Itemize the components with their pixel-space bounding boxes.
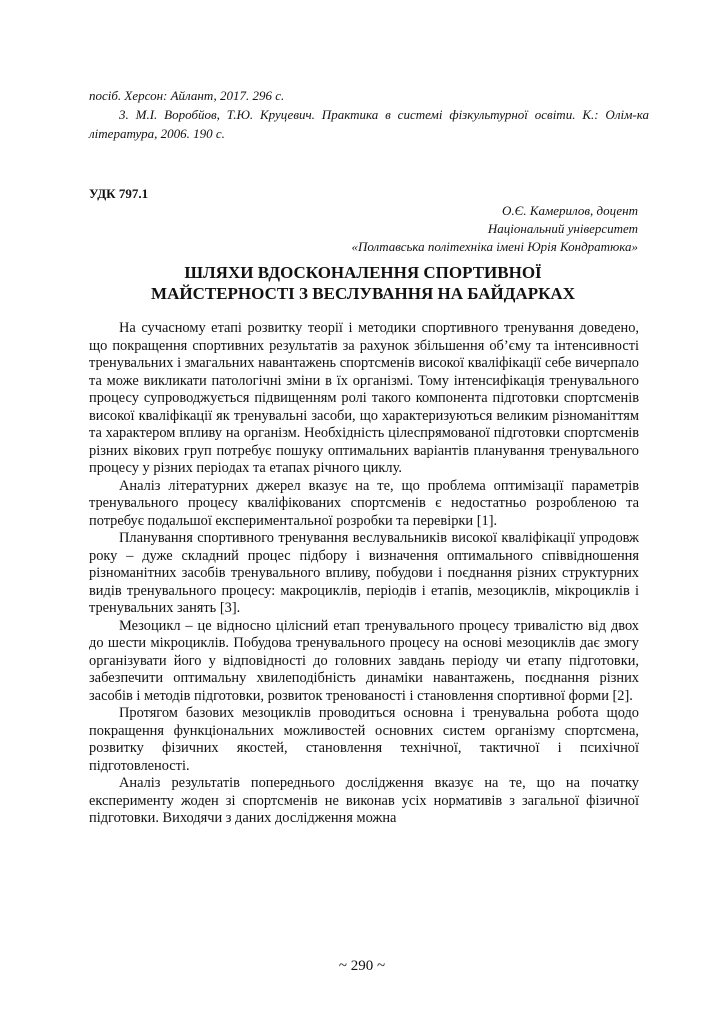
body-paragraph: Мезоцикл – це відносно цілісний етап тренувального процесу тривалістю від двох до шести мікроциклів. Побудова тренувального процесу на основі мезоциклів дає змогу організувати його у відповідності до головних завдань періоду чи етапу підготовки, забезпечити оптимальну хвилеподібність динаміки навантажень, поєднання різних засобів і методів підготовки, розвиток тренованості і становлення спортивної форми [2].	[89, 617, 639, 704]
author-name: О.Є. Камерилов, доцент	[501, 203, 638, 218]
article-body	[89, 320, 639, 828]
author-affiliation: «Полтавська політехніка імені Юрія Кондратюка»	[351, 239, 638, 254]
author-affiliation: Національний університет	[487, 221, 638, 236]
reference-item: 3. М.І. Воробйов, Т.Ю. Круцевич. Практика в системі фізкультурної освіти. К.: Олім-ка література, 2006. 190 с.	[89, 107, 649, 141]
udk-code: УДК 797.1	[89, 186, 149, 201]
author-block	[351, 202, 638, 256]
article-title	[89, 262, 637, 304]
body-paragraph: Аналіз літературних джерел вказує на те, що проблема оптимізації параметрів тренувального процесу кваліфікованих спортсменів є недостатньо розробленою та потребує подальшої експериментальної розробки та перевірки [1].	[89, 477, 639, 529]
body-paragraph: Планування спортивного тренування веслувальників високої кваліфікації упродовж року – дуже складний процес підбору і визначення оптимального співвідношення різноманітних засобів тренувального впливу, побудови і поєднання різних структурних видів тренувального процесу: макроциклів, періодів і етапів, мезоциклів, мікроциклів і тренувальних занять [3].	[89, 530, 639, 616]
body-paragraph: На сучасному етапі розвитку теорії і методики спортивного тренування доведено, що покращення спортивних результатів за рахунок збільшення об’єму та інтенсивності тренувальних і змагальних навантажень спортсменів високої кваліфікації себе вичерпало та може викликати патологічні зміни в їх організмі. Тому інтенсифікація тренувального процесу супроводжується підвищенням ролі такого компонента підготовки спортсменів високої кваліфікації як тренувальні засоби, що характеризуються великим різноманіттям та характером впливу на організм. Необхідність цілеспрямованої підготовки спортсменів різних вікових груп потребує пошуку оптимальних варіантів планування тренувального процесу у різних періодах та етапах річного циклу.	[89, 320, 639, 476]
page-number: ~ 290 ~	[338, 958, 386, 974]
body-paragraph: Аналіз результатів попереднього дослідження вказує на те, що на початку експерименту жоден зі спортсменів не виконав усіх нормативів з загальної фізичної підготовки. Виходячи з даних дослідження можна	[89, 775, 639, 826]
title-line: ШЛЯХИ ВДОСКОНАЛЕННЯ СПОРТИВНОЇ	[184, 263, 542, 282]
body-paragraph: Протягом базових мезоциклів проводиться основна і тренувальна робота щодо покращення функціональних можливостей основних систем організму спортсмена, розвитку фізичних якостей, становлення технічної, тактичної і психічної підготовленості.	[89, 705, 639, 774]
reference-list	[89, 86, 649, 143]
reference-item: посіб. Херсон: Айлант, 2017. 296 с.	[89, 88, 285, 103]
title-line: МАЙСТЕРНОСТІ З ВЕСЛУВАННЯ НА БАЙДАРКАХ	[151, 284, 575, 303]
